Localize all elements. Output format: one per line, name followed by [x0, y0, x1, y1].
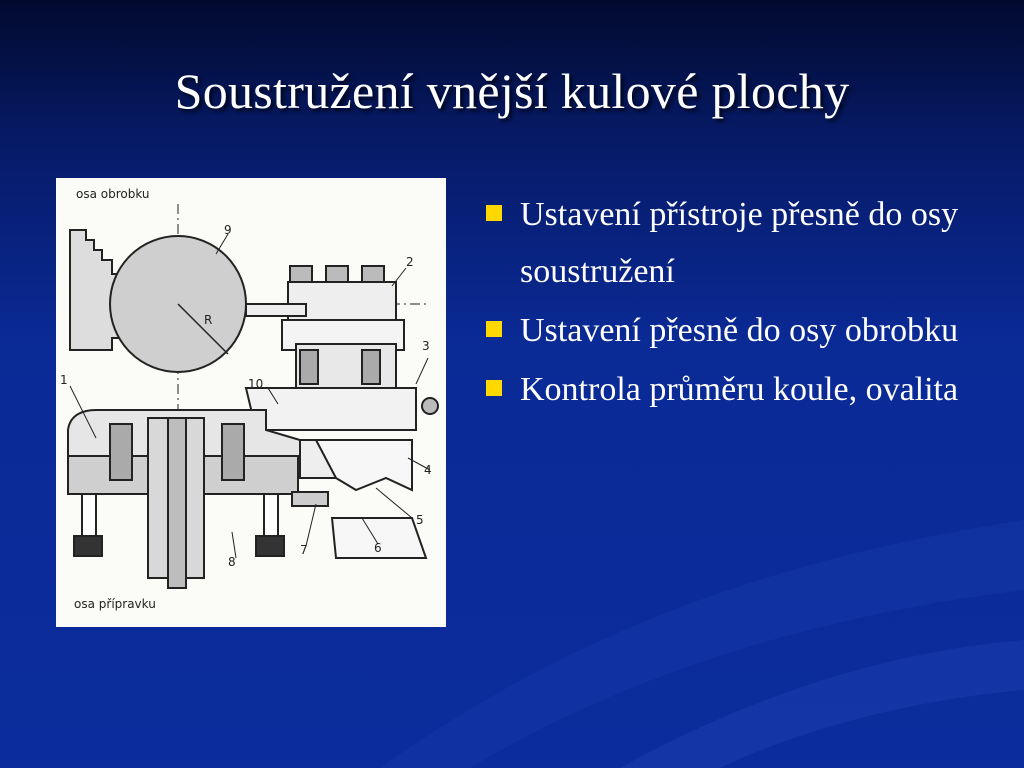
figure-label-axis-bottom: osa přípravku [74, 597, 156, 611]
figure-label-9: 9 [224, 223, 232, 237]
slide-title: Soustružení vnější kulové plochy [174, 63, 850, 119]
figure-label-1: 1 [60, 373, 68, 387]
figure-label-2: 2 [406, 255, 414, 269]
figure-label-7: 7 [300, 543, 308, 557]
technical-drawing [56, 178, 446, 627]
figure-label-axis-top: osa obrobku [76, 187, 150, 201]
figure-label-3: 3 [422, 339, 430, 353]
figure-label-5: 5 [416, 513, 424, 527]
bullet-text: Ustavení přístroje přesně do osy soustružení [520, 196, 959, 290]
bullet-text: Kontrola průměru koule, ovalita [520, 371, 959, 408]
bullet-square-icon [486, 321, 502, 337]
bullet-item [482, 361, 1002, 418]
figure-label-radius: R [204, 313, 213, 327]
bullet-square-icon [486, 205, 502, 221]
bullet-item [482, 186, 1002, 300]
figure-label-10: 10 [248, 377, 264, 391]
bullet-list [482, 186, 1002, 420]
bullet-item [482, 302, 1002, 359]
figure-label-6: 6 [374, 541, 382, 555]
bullet-text: Ustavení přesně do osy obrobku [520, 312, 959, 349]
figure-label-8: 8 [228, 555, 236, 569]
figure-label-4: 4 [424, 463, 432, 477]
bullet-square-icon [486, 380, 502, 396]
